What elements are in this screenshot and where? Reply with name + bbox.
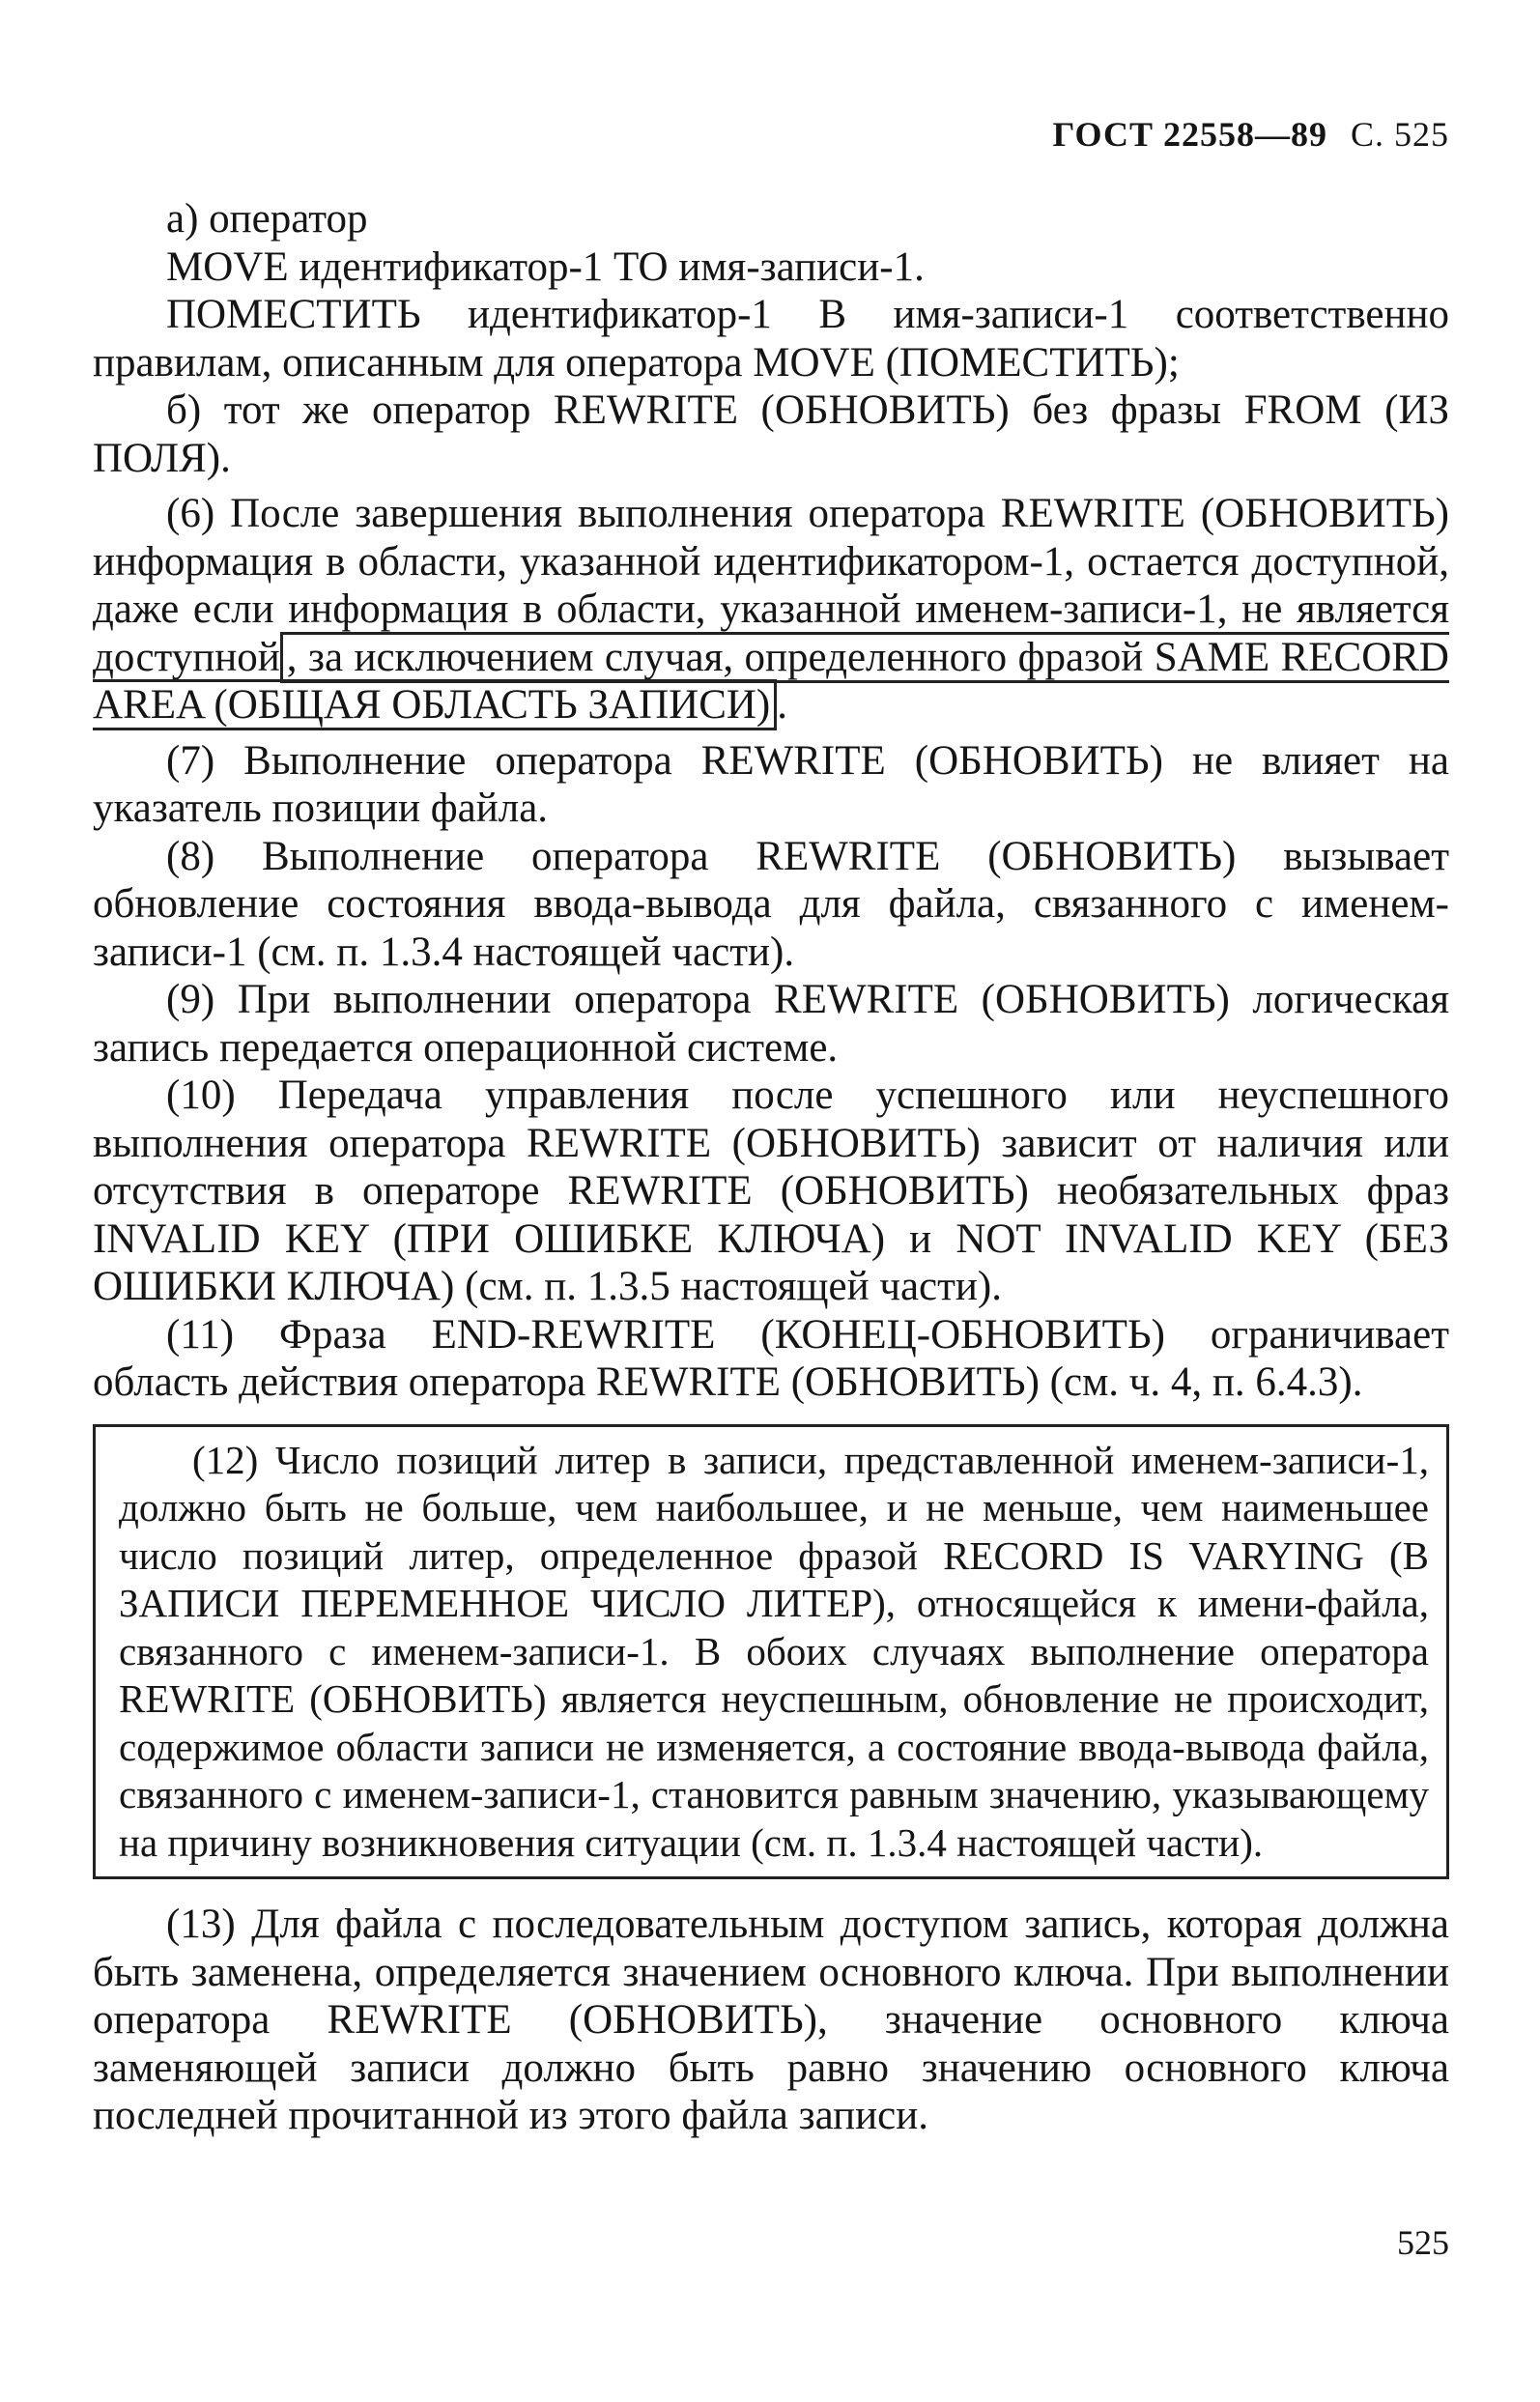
boxed-paragraph-12 xyxy=(93,1424,1449,1880)
paragraph-9: (9) При выполнении оператора REWRITE (ОБНОВИТЬ) логическая запись передается операционной системе. xyxy=(93,977,1449,1071)
paragraph-11: (11) Фраза END-REWRITE (КОНЕЦ-ОБНОВИТЬ) ограничивает область действия оператора REWRITE (ОБНОВИТЬ) (см. ч. 4, п. 6.4.3). xyxy=(93,1311,1449,1405)
paragraph-8: (8) Выполнение оператора REWRITE (ОБНОВИТЬ) вызывает обновление состояния ввода-вывода для файла, связанного с именем-записи-1 (см. п. 1.3.4 настоящей части). xyxy=(93,833,1449,975)
paragraph-a-move: MOVE идентификатор-1 TO имя-записи-1. xyxy=(166,243,925,290)
paragraph-b: б) тот же оператор REWRITE (ОБНОВИТЬ) без фразы FROM (ИЗ ПОЛЯ). xyxy=(93,387,1449,481)
paragraph-6-end: . xyxy=(777,682,787,728)
page-header xyxy=(1053,114,1449,155)
paragraph-10: (10) Передача управления после успешного или неуспешного выполнения оператора REWRITE (ОБНОВИТЬ) зависит от наличия или отсутствия в операторе REWRITE (ОБНОВИТЬ) необязательных фраз INVALID KEY (ПРИ ОШИБКЕ КЛЮЧА) и NOT INVALID KEY (БЕЗ ОШИБКИ КЛЮЧА) (см. п. 1.3.5 настоящей части). xyxy=(93,1072,1449,1309)
page-number: 525 xyxy=(1397,2223,1449,2262)
header-page-ref: С. 525 xyxy=(1350,115,1449,154)
paragraph-6-boxed-insert: , за исключением случая, определенного фразой SAME RECORD AREA (ОБЩАЯ ОБЛАСТЬ ЗАПИСИ) xyxy=(93,632,1449,731)
paragraph-6 xyxy=(93,490,1449,729)
paragraph-a-label: а) оператор xyxy=(166,196,368,242)
paragraph-12: (12) Число позиций литер в записи, представленной именем-записи-1, должно быть не больше, чем наибольшее, и не меньше, чем наименьшее число позиций литер, определенное фразой RECORD IS VARYING (В ЗАПИСИ ПЕРЕМЕННОЕ ЧИСЛО ЛИТЕР), относящейся к имени-файла, связанного с именем-записи-1. В обоих случаях выполнение оператора REWRITE (ОБНОВИТЬ) является неуспешным, обновление не происходит, содержимое области записи не изменяется, а состояние ввода-вывода файла, связанного с именем-записи-1, становится равным значению, указывающему на причину возникновения ситуации (см. п. 1.3.4 настоящей части). xyxy=(119,1437,1429,1865)
standard-number: ГОСТ 22558—89 xyxy=(1052,115,1327,154)
paragraph-13: (13) Для файла с последовательным доступом запись, которая должна быть заменена, определяется значением основного ключа. При выполнении оператора REWRITE (ОБНОВИТЬ), значение основного ключа заменяющей записи должно быть равно значению основного ключа последней прочитанной из этого файла записи. xyxy=(93,1902,1449,2138)
paragraph-7: (7) Выполнение оператора REWRITE (ОБНОВИТЬ) не влияет на указатель позиции файла. xyxy=(93,737,1449,831)
paragraph-6-text: (6) После завершения выполнения оператора REWRITE (ОБНОВИТЬ) информация в области, указанной идентификатором-1, остается доступной, даже если информация в области, указанной именем-записи-1, не является доступной xyxy=(93,491,1449,680)
document-body xyxy=(93,195,1449,2140)
paragraph-a-translation: ПОМЕСТИТЬ идентификатор-1 В имя-записи-1 соответственно правилам, описанным для оператора MOVE (ПОМЕСТИТЬ); xyxy=(93,292,1449,386)
